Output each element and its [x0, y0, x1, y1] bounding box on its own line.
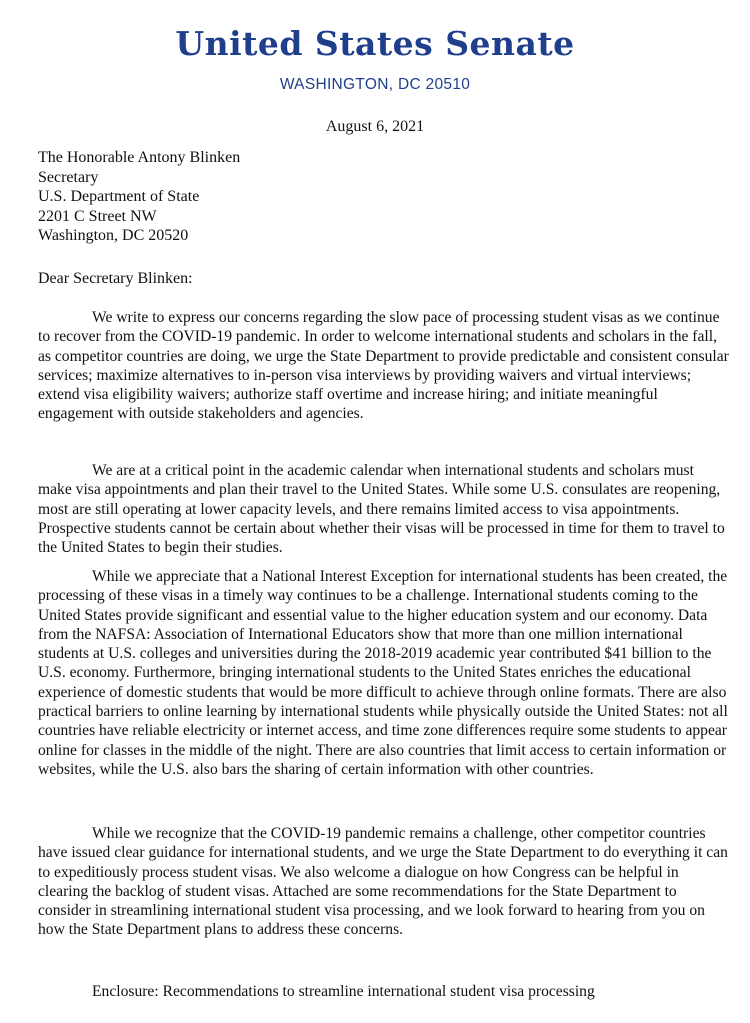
- recipient-title: Secretary: [38, 168, 99, 186]
- recipient-street: 2201 C Street NW: [38, 207, 157, 225]
- paragraph-text: We write to express our concerns regarding the slow pace of processing student visas as we continue to recover from the COVID-19 pandemic. In order to welcome international students and scholars in the fall, as competitor countries are doing, we urge the State Department to provide predictable and consistent consular services; maximize alternatives to in-person visa interviews by providing waivers and virtual interviews; extend visa eligibility waivers; authorize staff overtime and increase hiring; and initiate meaningful engagement with outside stakeholders and agencies.: [38, 309, 729, 423]
- senate-letterhead-address: WASHINGTON, DC 20510: [279, 76, 471, 93]
- body-paragraph-1: [38, 308, 730, 424]
- body-paragraph-3: [38, 567, 730, 779]
- salutation: Dear Secretary Blinken:: [38, 270, 193, 287]
- body-paragraph-4: [38, 824, 730, 940]
- paragraph-text: We are at a critical point in the academic calendar when international students and scholars must make visa appointments and plan their travel to the United States. While some U.S. consulates are reopening, most are still operating at lower capacity levels, and there remains limited access to visa appointments. Prospective students cannot be certain about whether their visas will be processed in time for them to travel to the United States to begin their studies.: [38, 462, 725, 557]
- enclosure-line: Enclosure: Recommendations to streamline international student visa processing: [92, 983, 595, 1000]
- letter-date: August 6, 2021: [325, 118, 425, 135]
- senate-letterhead-title: United States Senate: [175, 24, 575, 63]
- paragraph-text: While we appreciate that a National Interest Exception for international students has been created, the processing of these visas in a timely way continues to be a challenge. International students coming to the United States provide significant and essential value to the higher education system and our economy. Data from the NAFSA: Association of International Educators show that more than one million international students at U.S. colleges and universities during the 2018-2019 academic year contributed $41 billion to the U.S. economy. Furthermore, bringing international students to the United States enriches the educational experience of domestic students that would be more difficult to achieve through online formats. There are also practical barriers to online learning by international students while physically outside the United States: not all countries have reliable electricity or internet access, and time zone differences require some students to appear online for classes in the middle of the night. There are also countries that limit access to certain information or websites, while the U.S. also bars the sharing of certain information with other countries.: [38, 568, 728, 778]
- recipient-name: The Honorable Antony Blinken: [38, 149, 241, 166]
- paragraph-text: While we recognize that the COVID-19 pandemic remains a challenge, other competitor countries have issued clear guidance for international students, and we urge the State Department to do everything it can to expeditiously process student visas. We also welcome a dialogue on how Congress can be helpful in clearing the backlog of student visas. Attached are some recommendations for the State Department to consider in streamlining international student visa processing, and we look forward to hearing from you on how the State Department plans to address these concerns.: [38, 825, 728, 939]
- recipient-address-block: [38, 148, 240, 246]
- recipient-city: Washington, DC 20520: [38, 227, 189, 245]
- recipient-department: U.S. Department of State: [38, 188, 200, 206]
- body-paragraph-2: [38, 461, 730, 557]
